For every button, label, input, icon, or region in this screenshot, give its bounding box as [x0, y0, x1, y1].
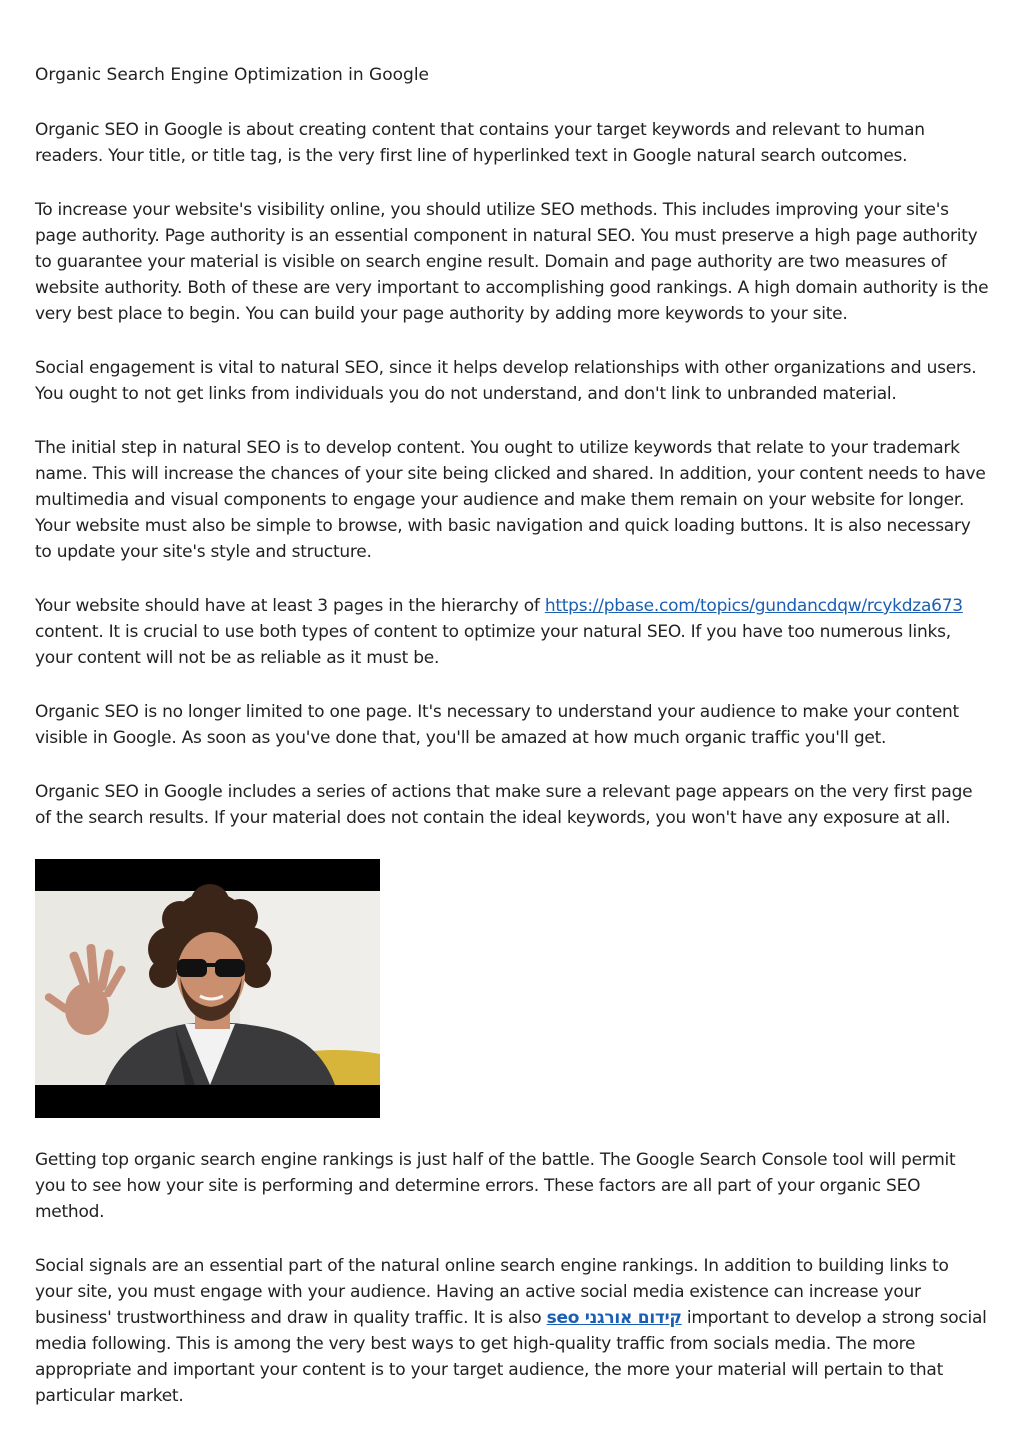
paragraph-5: [35, 593, 991, 671]
photo-man-sunglasses: [35, 859, 380, 1118]
paragraph-1: Organic SEO in Google is about creating content that contains your target keywords and relevant to human readers. Your title, or title tag, is the very first line of hyperlinked text in Google natural search outcomes.: [35, 120, 925, 166]
paragraph-8: Getting top organic search engine rankings is just half of the battle. The Google Search Console tool will permit you to see how your site is performing and determine errors. These factors are all part of your organic SEO method.: [35, 1150, 956, 1222]
paragraph-9-text-after: important to develop a strong social media following. This is among the very best ways to get high-quality traffic from socials media. The more appropriate and important your content is to your target audience, the more your material will pertain to that particular market.: [35, 1308, 987, 1406]
paragraph-9-text-before: Social signals are an essential part of the natural online search engine rankings. In addition to building links to your site, you must engage with your audience. Having an active social media existence can increase your business' trustworthiness and draw in quality traffic. It is also: [35, 1256, 949, 1328]
article: [35, 62, 991, 1437]
paragraph-9: [35, 1253, 991, 1409]
paragraph-7: Organic SEO in Google includes a series of actions that make sure a relevant page appears on the very first page of the search results. If your material does not contain the ideal keywords, you won't have any exposure at all.: [35, 782, 973, 828]
paragraph-3: Social engagement is vital to natural SEO, since it helps develop relationships with other organizations and users. You ought to not get links from individuals you do not understand, and don't link to unbranded material.: [35, 358, 977, 404]
pbase-link[interactable]: https://pbase.com/topics/gundancdqw/rcykdza673: [544, 596, 963, 616]
article-photo: [35, 859, 380, 1118]
paragraph-2: To increase your website's visibility online, you should utilize SEO methods. This includes improving your site's page authority. Page authority is an essential component in natural SEO. You must preserve a high page authority to guarantee your material is visible on search engine result. Domain and page authority are two measures of website authority. Both of these are very important to accomplishing good rankings. A high domain authority is the very best place to begin. You can build your page authority by adding more keywords to your site.: [35, 200, 989, 324]
paragraph-6: Organic SEO is no longer limited to one page. It's necessary to understand your audience to make your content visible in Google. As soon as you've done that, you'll be amazed at how much organic traffic you'll get.: [35, 702, 959, 748]
paragraph-5-text-after: content. It is crucial to use both types of content to optimize your natural SEO. If you have too numerous links, your content will not be as reliable as it must be.: [35, 622, 951, 668]
paragraph-5-text-before: Your website should have at least 3 pages in the hierarchy of: [35, 596, 545, 616]
seo-hebrew-link[interactable]: קידום אורגני seo: [546, 1308, 682, 1328]
article-title: Organic Search Engine Optimization in Google: [35, 65, 430, 85]
paragraph-4: The initial step in natural SEO is to develop content. You ought to utilize keywords that relate to your trademark name. This will increase the chances of your site being clicked and shared. In addition, your content needs to have multimedia and visual components to engage your audience and make them remain on your website for longer. Your website must also be simple to browse, with basic navigation and quick loading buttons. It is also necessary to update your site's style and structure.: [35, 438, 986, 562]
